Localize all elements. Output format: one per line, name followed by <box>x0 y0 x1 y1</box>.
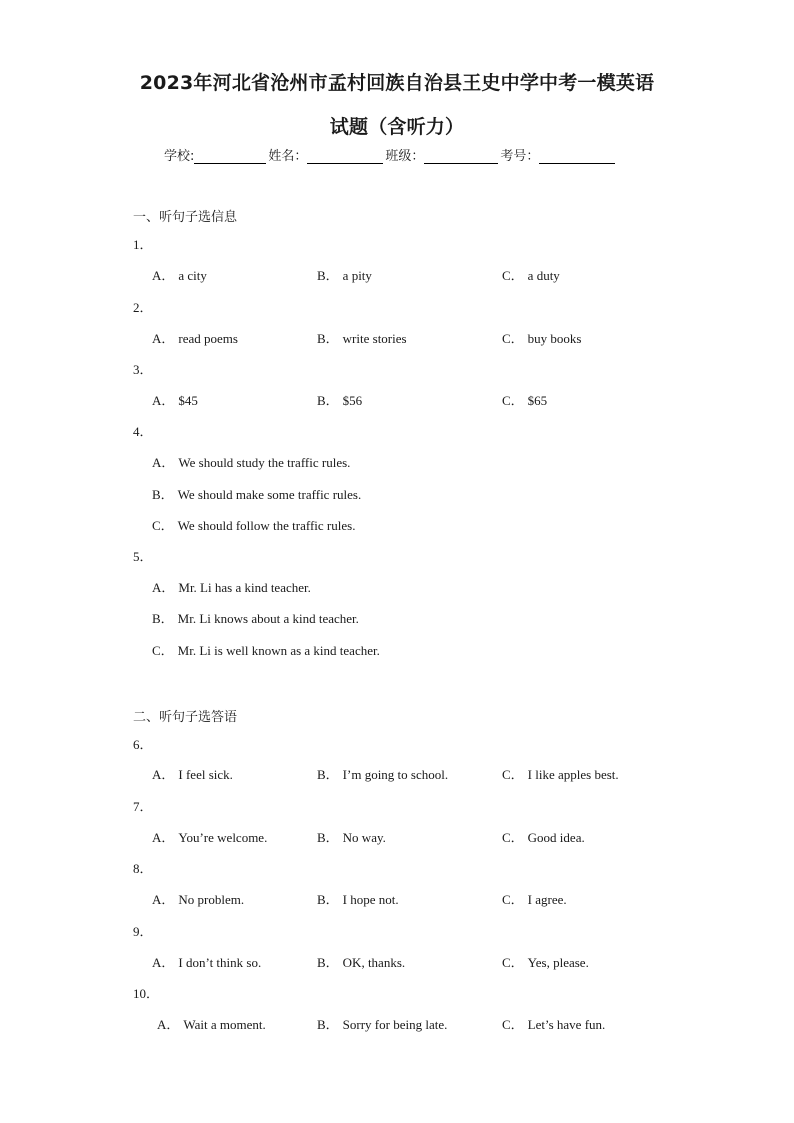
name-label: 姓名： <box>268 149 308 164</box>
option-text: No problem. <box>178 892 245 907</box>
option-letter: C． <box>502 955 524 970</box>
option-b[interactable] <box>317 1014 447 1033</box>
option-b[interactable] <box>152 608 359 627</box>
option-text: I feel sick. <box>178 767 233 782</box>
option-letter: B． <box>317 331 339 346</box>
option-letter: A． <box>152 892 175 907</box>
option-text: $45 <box>178 393 198 408</box>
option-c[interactable] <box>502 390 547 409</box>
option-letter: A． <box>152 955 175 970</box>
option-text: read poems <box>178 331 238 346</box>
option-text: Mr. Li has a kind teacher. <box>178 580 311 595</box>
option-text: write stories <box>342 331 407 346</box>
option-a[interactable] <box>152 952 261 971</box>
option-text: OK, thanks. <box>342 955 406 970</box>
option-b[interactable] <box>152 484 361 503</box>
option-text: Mr. Li knows about a kind teacher. <box>177 611 359 626</box>
option-b[interactable] <box>317 827 386 846</box>
option-letter: C． <box>152 518 174 533</box>
question-number: 6． <box>133 737 153 752</box>
option-a[interactable] <box>157 1014 266 1033</box>
question-number: 2． <box>133 300 153 315</box>
option-c[interactable] <box>502 265 560 284</box>
option-a[interactable] <box>152 328 238 347</box>
option-letter: A． <box>152 580 175 595</box>
question-number: 5． <box>133 549 153 564</box>
option-letter: A． <box>152 767 175 782</box>
option-b[interactable] <box>317 952 405 971</box>
option-text: Mr. Li is well known as a kind teacher. <box>177 643 380 658</box>
option-a[interactable] <box>152 577 311 596</box>
option-letter: C． <box>152 643 174 658</box>
option-text: We should study the traffic rules. <box>178 455 351 470</box>
option-text: We should make some traffic rules. <box>177 487 362 502</box>
option-c[interactable] <box>152 640 380 659</box>
option-letter: A． <box>152 455 175 470</box>
option-a[interactable] <box>152 265 207 284</box>
option-letter: C． <box>502 892 524 907</box>
name-blank[interactable] <box>307 149 383 164</box>
option-letter: C． <box>502 830 524 845</box>
option-text: a city <box>178 268 207 283</box>
question-number: 1． <box>133 237 153 252</box>
option-letter: C． <box>502 268 524 283</box>
option-letter: C． <box>502 1017 524 1032</box>
option-letter: C． <box>502 331 524 346</box>
option-b[interactable] <box>317 328 407 347</box>
class-blank[interactable] <box>424 149 498 164</box>
class-label: 班级： <box>385 149 425 164</box>
option-text: No way. <box>342 830 386 845</box>
option-letter: C． <box>502 393 524 408</box>
option-a[interactable] <box>152 452 350 471</box>
option-a[interactable] <box>152 390 198 409</box>
option-letter: B． <box>317 1017 339 1032</box>
exam-number-label: 考号： <box>500 149 540 164</box>
option-text: We should follow the traffic rules. <box>177 518 356 533</box>
option-text: I agree. <box>527 892 567 907</box>
option-a[interactable] <box>152 889 244 908</box>
option-b[interactable] <box>317 390 362 409</box>
option-text: Good idea. <box>527 830 585 845</box>
option-text: Wait a moment. <box>183 1017 266 1032</box>
option-text: $65 <box>527 393 548 408</box>
option-text: Sorry for being late. <box>342 1017 448 1032</box>
option-b[interactable] <box>317 764 448 783</box>
option-letter: B． <box>317 393 339 408</box>
option-letter: A． <box>152 830 175 845</box>
option-c[interactable] <box>502 328 581 347</box>
option-letter: B． <box>317 892 339 907</box>
question-number: 10． <box>133 986 160 1001</box>
question-number: 9． <box>133 924 153 939</box>
option-text: You’re welcome. <box>178 830 268 845</box>
question-number: 4． <box>133 424 153 439</box>
option-letter: B． <box>317 268 339 283</box>
question-number: 3． <box>133 362 153 377</box>
option-c[interactable] <box>152 515 355 534</box>
option-text: Yes, please. <box>527 955 589 970</box>
option-letter: A． <box>152 268 175 283</box>
option-letter: B． <box>152 487 174 502</box>
question-number: 7． <box>133 799 153 814</box>
option-letter: A． <box>152 331 175 346</box>
section-heading: 二、听句子选答语 <box>133 710 238 725</box>
option-letter: B． <box>317 830 339 845</box>
section-heading: 一、听句子选信息 <box>133 210 238 225</box>
option-c[interactable] <box>502 889 567 908</box>
option-letter: A． <box>152 393 175 408</box>
option-text: I hope not. <box>342 892 399 907</box>
option-c[interactable] <box>502 764 619 783</box>
option-text: a pity <box>342 268 372 283</box>
option-text: I like apples best. <box>527 767 619 782</box>
option-text: I’m going to school. <box>342 767 449 782</box>
option-letter: C． <box>502 767 524 782</box>
option-b[interactable] <box>317 889 399 908</box>
option-letter: B． <box>152 611 174 626</box>
exam-title-line-2: 试题（含听力） <box>329 116 465 138</box>
option-b[interactable] <box>317 265 372 284</box>
option-letter: B． <box>317 955 339 970</box>
option-a[interactable] <box>152 827 267 846</box>
option-a[interactable] <box>152 764 233 783</box>
option-letter: A． <box>157 1017 180 1032</box>
question-number: 8． <box>133 861 153 876</box>
student-info-row <box>164 145 617 164</box>
option-text: a duty <box>527 268 560 283</box>
school-label: 学校: <box>164 149 195 164</box>
option-c[interactable] <box>502 1014 605 1033</box>
option-text: $56 <box>342 393 363 408</box>
option-text: Let’s have fun. <box>527 1017 606 1032</box>
option-text: I don’t think so. <box>178 955 262 970</box>
exam-title-line-1: 2023年河北省沧州市孟村回族自治县王史中学中考一模英语 <box>139 72 655 94</box>
option-c[interactable] <box>502 827 585 846</box>
school-blank[interactable] <box>194 149 266 164</box>
exam-number-blank[interactable] <box>539 149 615 164</box>
option-c[interactable] <box>502 952 589 971</box>
option-text: buy books <box>527 331 582 346</box>
option-letter: B． <box>317 767 339 782</box>
